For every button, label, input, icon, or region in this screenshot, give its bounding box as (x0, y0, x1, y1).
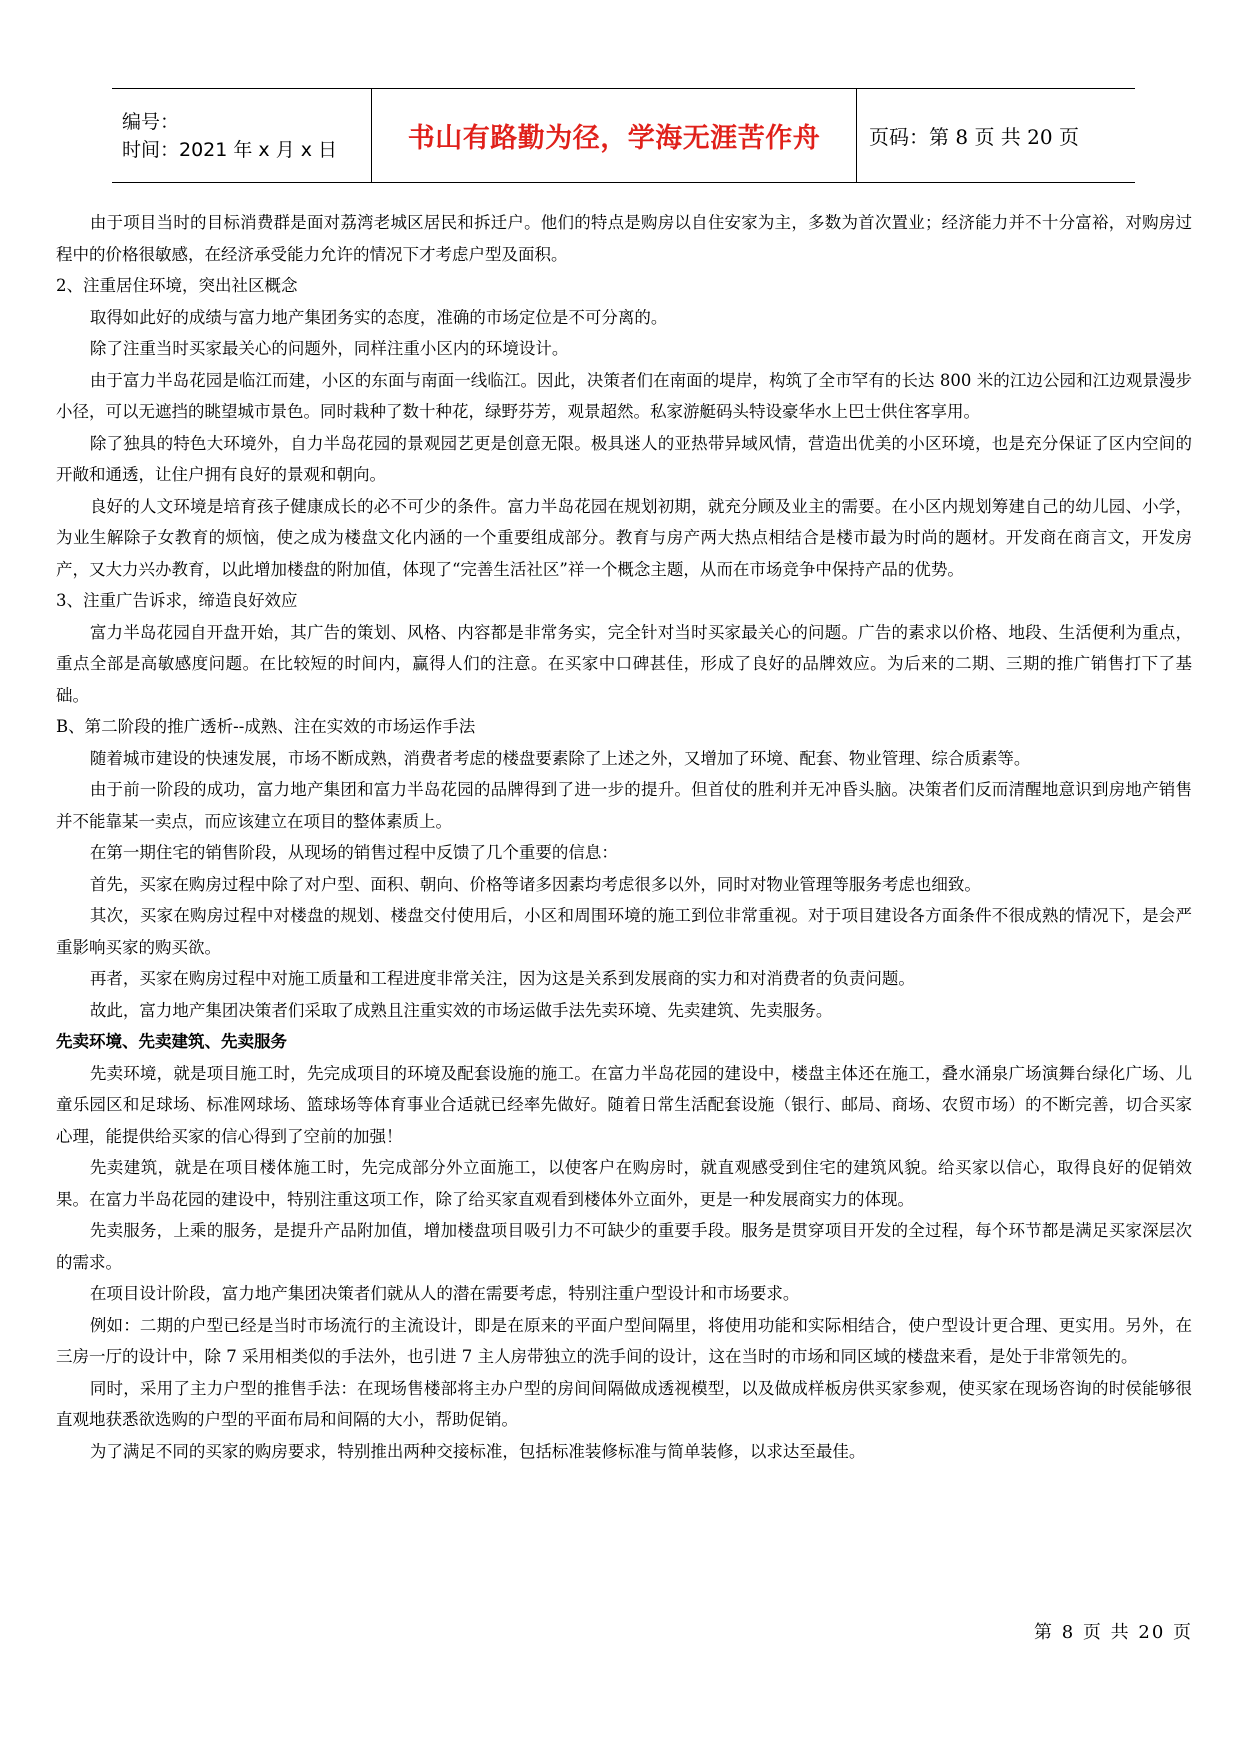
page-header (112, 88, 1135, 183)
paragraph: 其次，买家在购房过程中对楼盘的规划、楼盘交付使用后，小区和周围环境的施工到位非常重视。对于项目建设各方面条件不很成熟的情况下，是会严重影响买家的购买欲。 (56, 906, 1192, 957)
paragraph: 随着城市建设的快速发展，市场不断成熟，消费者考虑的楼盘要素除了上述之外，又增加了环境、配套、物业管理、综合质素等。 (89, 748, 1031, 768)
document-body (56, 207, 1192, 1467)
paragraph: 富力半岛花园自开盘开始，其广告的策划、风格、内容都是非常务实，完全针对当时买家最关心的问题。广告的素求以价格、地段、生活便利为重点，重点全部是高敏感度问题。在比较短的时间内，赢得人们的注意。在买家中口碑甚佳，形成了良好的品牌效应。为后来的二期、三期的推广销售打下了基础。 (56, 622, 1192, 705)
paragraph: 取得如此好的成绩与富力地产集团务实的态度，准确的市场定位是不可分离的。 (89, 307, 668, 327)
paragraph: 同时，采用了主力户型的推售手法：在现场售楼部将主办户型的房间间隔做成透视模型，以及做成样板房供买家参观，使买家在现场咨询的时侯能够很直观地获悉欲选购的户型的平面布局和间隔的大小，帮助促销。 (56, 1378, 1192, 1429)
document-time-label: 时间：2021 年 x 月 x 日 (122, 138, 338, 161)
header-page-info: 页码：第 8 页 共 20 页 (869, 125, 1079, 149)
header-meta (112, 89, 372, 182)
page-footer: 第 8 页 共 20 页 (1034, 1622, 1193, 1643)
document-number-label: 编号： (122, 110, 180, 133)
header-page-cell (857, 89, 1135, 182)
paragraph: 除了注重当时买家最关心的问题外，同样注重小区内的环境设计。 (89, 339, 569, 358)
header-motto-cell (372, 89, 857, 182)
paragraph: 良好的人文环境是培育孩子健康成长的必不可少的条件。富力半岛花园在规划初期，就充分顾及业主的需要。在小区内规划筹建自己的幼儿园、小学，为业生解除子女教育的烦恼，使之成为楼盘文化内涵的一个重要组成部分。教育与房产两大热点相结合是楼市最为时尚的题材。开发商在商言文，开发房产，又大力兴办教育，以此增加楼盘的附加值，体现了“完善生活社区”祥一个概念主题，从而在市场竞争中保持产品的优势。 (56, 496, 1192, 579)
header-motto: 书山有路勤为径，学海无涯苦作舟 (407, 123, 821, 154)
paragraph: 故此，富力地产集团决策者们采取了成熟且注重实效的市场运做手法先卖环境、先卖建筑、先卖服务。 (89, 1000, 833, 1020)
paragraph: 为了满足不同的买家的购房要求，特别推出两种交接标准，包括标准装修标准与简单装修，以求达至最佳。 (89, 1441, 866, 1461)
paragraph: 除了独具的特色大环境外，自力半岛花园的景观园艺更是创意无限。极具迷人的亚热带异域风情，营造出优美的小区环境，也是充分保证了区内空间的开敞和通透，让住户拥有良好的景观和朝向。 (56, 433, 1192, 484)
paragraph: 由于项目当时的目标消费群是面对荔湾老城区居民和拆迁户。他们的特点是购房以自住安家为主，多数为首次置业；经济能力并不十分富裕，对购房过程中的价格很敏感，在经济承受能力允许的情况下才考虑户型及面积。 (56, 213, 1192, 264)
paragraph: 由于富力半岛花园是临江而建，小区的东面与南面一线临江。因此，决策者们在南面的堤岸，构筑了全市罕有的长达 800 米的江边公园和江边观景漫步小径，可以无遮挡的眺望城市景色。同时栽种了数十种花，绿野芬芳，观景超然。私家游艇码头特设豪华水上巴士供住客享用。 (56, 370, 1192, 421)
paragraph: 例如：二期的户型已经是当时市场流行的主流设计，即是在原来的平面户型间隔里，将使用功能和实际相结合，使户型设计更合理、更实用。另外，在三房一厅的设计中，除 7 采用相类似的手法外，也引进 7 主人房带独立的洗手间的设计，这在当时的市场和同区域的楼盘来看，是处于非常领先的。 (56, 1315, 1192, 1366)
paragraph: 先卖建筑，就是在项目楼体施工时，先完成部分外立面施工，以使客户在购房时，就直观感受到住宅的建筑风貌。给买家以信心，取得良好的促销效果。在富力半岛花园的建设中，特别注重这项工作，除了给买家直观看到楼体外立面外，更是一种发展商实力的体现。 (56, 1158, 1192, 1209)
paragraph: 再者，买家在购房过程中对施工质量和工程进度非常关注，因为这是关系到发展商的实力和对消费者的负责问题。 (89, 969, 915, 988)
section-heading: 2、注重居住环境，突出社区概念 (56, 276, 298, 295)
paragraph: 由于前一阶段的成功，富力地产集团和富力半岛花园的品牌得到了进一步的提升。但首仗的胜利并无冲昏头脑。决策者们反而清醒地意识到房地产销售并不能靠某一卖点，而应该建立在项目的整体素质上。 (56, 780, 1192, 831)
section-heading: 3、注重广告诉求，缔造良好效应 (56, 591, 298, 610)
paragraph: 先卖环境，就是项目施工时，先完成项目的环境及配套设施的施工。在富力半岛花园的建设中，楼盘主体还在施工，叠水涌泉广场演舞台绿化广场、儿童乐园区和足球场、标准网球场、篮球场等体育事业合适就已经率先做好。随着日常生活配套设施（银行、邮局、商场、农贸市场）的不断完善，切合买家心理，能提供给买家的信心得到了空前的加强！ (56, 1063, 1192, 1146)
paragraph: 先卖服务，上乘的服务，是提升产品附加值，增加楼盘项目吸引力不可缺少的重要手段。服务是贯穿项目开发的全过程，每个环节都是满足买家深层次的需求。 (56, 1221, 1192, 1272)
section-heading: B、第二阶段的推广透析--成熟、注在实效的市场运作手法 (56, 717, 476, 736)
paragraph: 在项目设计阶段，富力地产集团决策者们就从人的潜在需要考虑，特别注重户型设计和市场要求。 (89, 1284, 800, 1303)
section-heading: 先卖环境、先卖建筑、先卖服务 (56, 1032, 287, 1051)
paragraph: 首先，买家在购房过程中除了对户型、面积、朝向、价格等诸多因素均考虑很多以外，同时对物业管理等服务考虑也细致。 (89, 874, 981, 894)
paragraph: 在第一期住宅的销售阶段，从现场的销售过程中反馈了几个重要的信息： (89, 843, 618, 862)
